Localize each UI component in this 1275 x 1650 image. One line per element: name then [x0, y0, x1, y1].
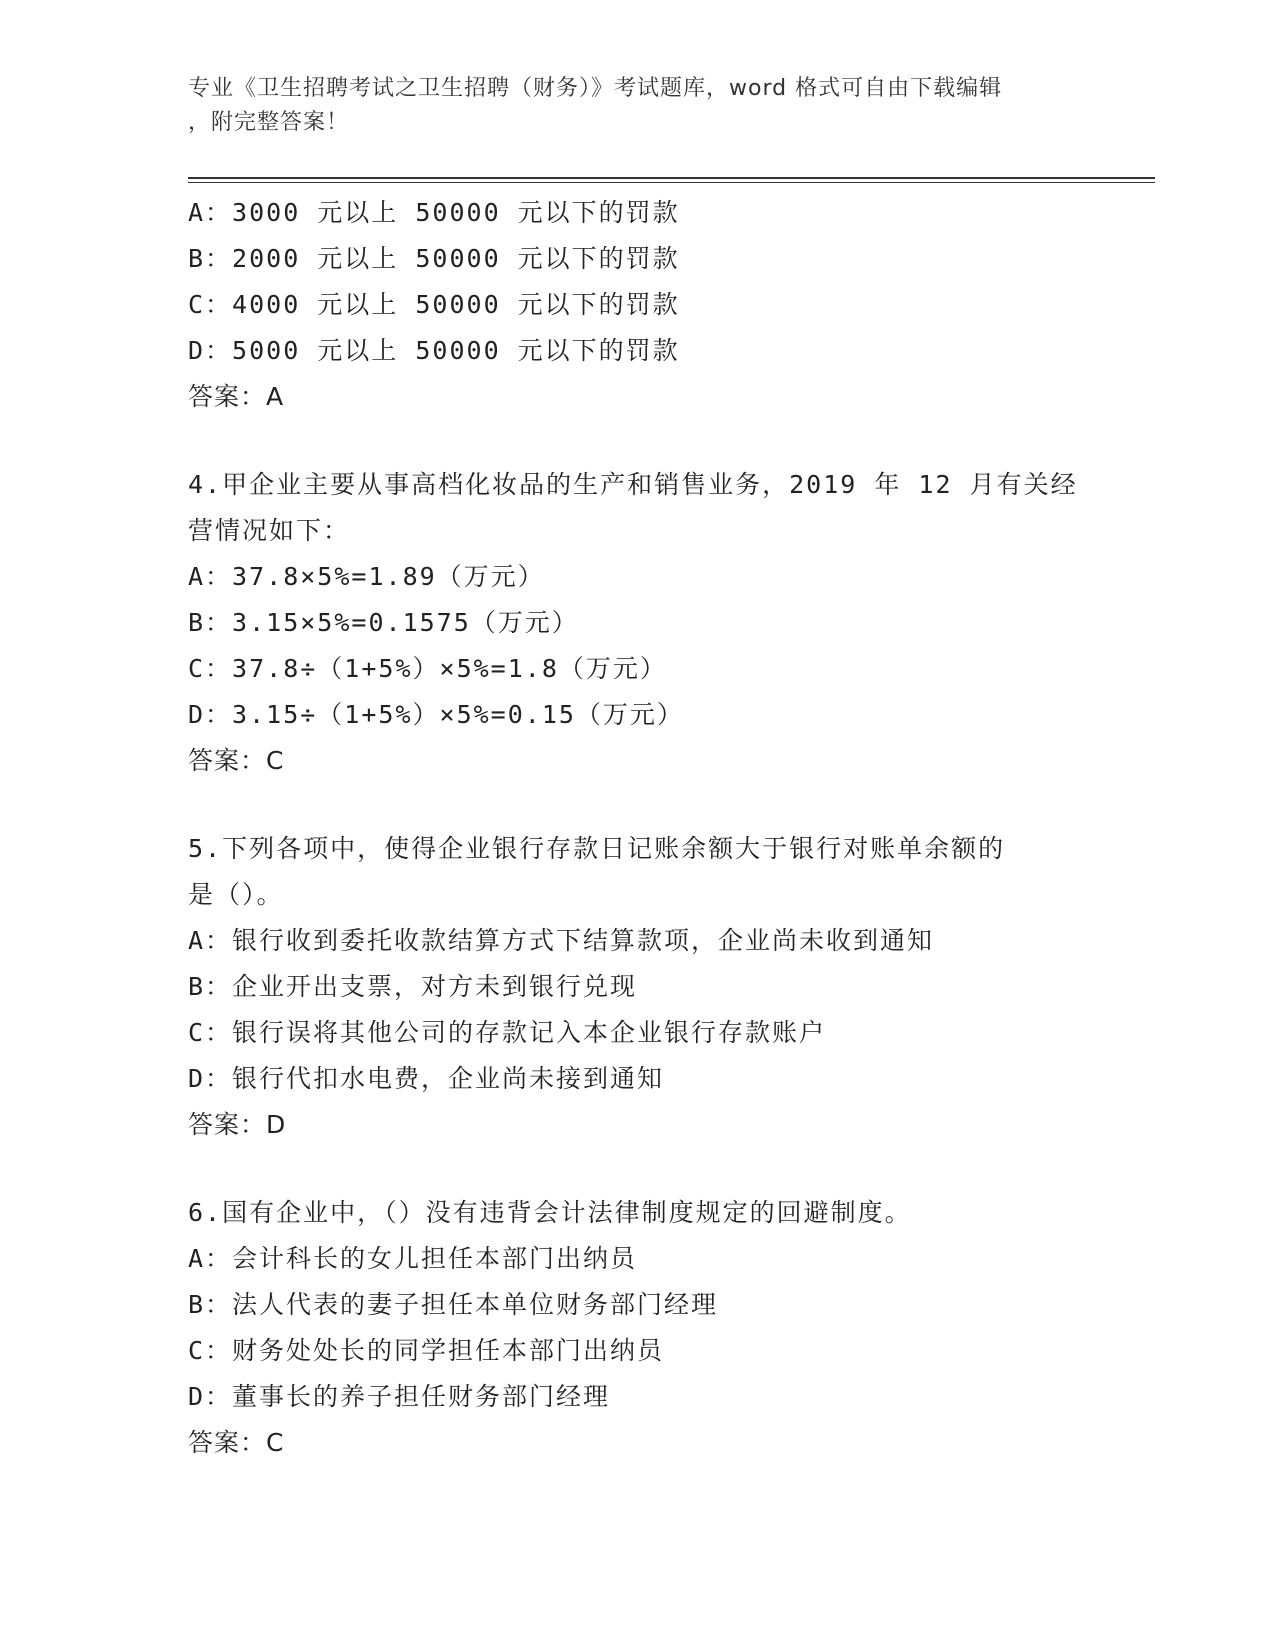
- option-a: A：37.8×5%=1.89（万元）: [188, 562, 545, 591]
- question-spacer: [188, 1148, 1088, 1190]
- question-block: [188, 1190, 1088, 1466]
- question-text: 4.甲企业主要从事高档化妆品的生产和销售业务，2019 年 12 月有关经: [188, 470, 1078, 499]
- option-c: C：财务处处长的同学担任本部门出纳员: [188, 1336, 665, 1365]
- question-text: 6.国有企业中，（）没有违背会计法律制度规定的回避制度。: [188, 1198, 912, 1227]
- question-text: 5.下列各项中，使得企业银行存款日记账余额大于银行对账单余额的: [188, 834, 1006, 863]
- answer-line: 答案：D: [188, 1110, 287, 1139]
- answer-line: 答案：A: [188, 382, 285, 411]
- question-spacer: [188, 784, 1088, 826]
- answer-line: 答案：C: [188, 746, 285, 775]
- option-d: D：3.15÷（1+5%）×5%=0.15（万元）: [188, 700, 684, 729]
- option-c: C：4000 元以上 50000 元以下的罚款: [188, 290, 680, 319]
- header-divider-thin: [188, 182, 1155, 183]
- question-spacer: [188, 420, 1088, 462]
- option-a: A：会计科长的女儿担任本部门出纳员: [188, 1244, 638, 1273]
- option-a: A：3000 元以上 50000 元以下的罚款: [188, 198, 680, 227]
- question-block: [188, 826, 1088, 1148]
- question-block: [188, 462, 1088, 784]
- option-c: C：银行误将其他公司的存款记入本企业银行存款账户: [188, 1018, 827, 1047]
- question-list: [188, 190, 1088, 1466]
- option-b: B：企业开出支票，对方未到银行兑现: [188, 972, 638, 1001]
- option-b: B：3.15×5%=0.1575（万元）: [188, 608, 579, 637]
- option-d: D：5000 元以上 50000 元以下的罚款: [188, 336, 680, 365]
- option-d: D：银行代扣水电费，企业尚未接到通知: [188, 1064, 665, 1093]
- option-a: A：银行收到委托收款结算方式下结算款项，企业尚未收到通知: [188, 926, 935, 955]
- question-text: 是（）。: [188, 880, 284, 909]
- option-c: C：37.8÷（1+5%）×5%=1.8（万元）: [188, 654, 667, 683]
- header-line-1: 专业《卫生招聘考试之卫生招聘（财务）》考试题库，word 格式可自由下载编辑: [188, 76, 1003, 101]
- question-block: [188, 190, 1088, 420]
- question-text: 营情况如下：: [188, 516, 351, 545]
- option-b: B：法人代表的妻子担任本单位财务部门经理: [188, 1290, 719, 1319]
- option-d: D：董事长的养子担任财务部门经理: [188, 1382, 611, 1411]
- option-b: B：2000 元以上 50000 元以下的罚款: [188, 244, 680, 273]
- answer-line: 答案：C: [188, 1428, 285, 1457]
- document-header: [188, 72, 1088, 140]
- header-line-2: ，附完整答案！: [188, 110, 350, 135]
- header-divider-thick: [188, 177, 1155, 179]
